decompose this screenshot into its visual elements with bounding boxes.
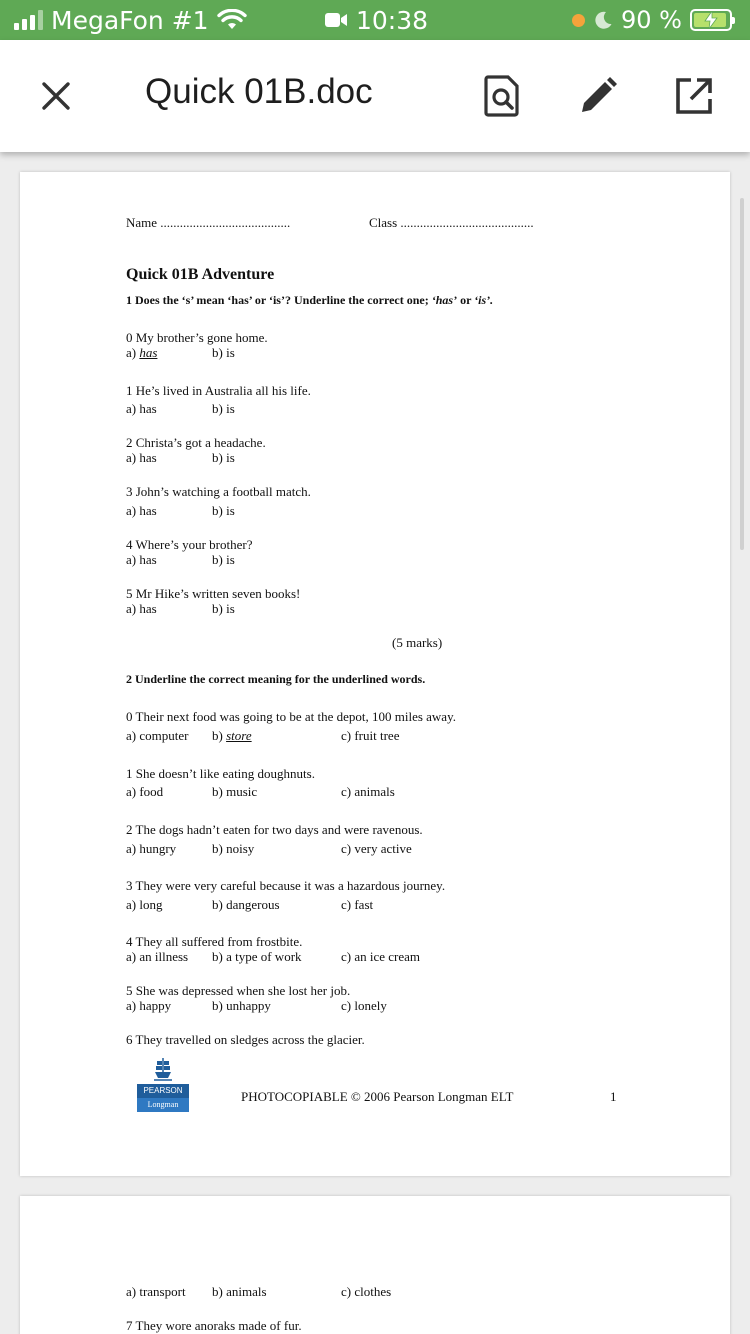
- open-external-icon: [674, 76, 714, 116]
- document-page-2[interactable]: [20, 1196, 730, 1334]
- s2-option-b: b) store: [212, 728, 252, 743]
- s2-question: 6 They travelled on sledges across the glacier.: [126, 1032, 365, 1047]
- status-left: [14, 6, 247, 34]
- s1-question: 1 He’s lived in Australia all his life.: [126, 383, 311, 398]
- status-right: [572, 6, 732, 34]
- recording-dot-icon: [572, 14, 585, 27]
- s2-question: 5 She was depressed when she lost her job.: [126, 983, 351, 998]
- document-search-icon: [484, 75, 520, 117]
- signal-icon: [14, 10, 43, 30]
- status-bar: [0, 0, 750, 40]
- s2-option-a: a) food: [126, 784, 164, 799]
- s1-option-b: b) is: [212, 401, 235, 416]
- page-number: 1: [610, 1089, 617, 1104]
- search-in-document-button[interactable]: [480, 74, 524, 118]
- wifi-icon: [217, 9, 247, 31]
- s1-question: 0 My brother’s gone home.: [126, 330, 268, 345]
- s2-option-b: b) unhappy: [212, 998, 271, 1013]
- document-title: Quick 01B.doc: [145, 72, 373, 111]
- s1-question: 2 Christa’s got a headache.: [126, 435, 266, 450]
- s2-option-a: a) an illness: [126, 949, 189, 964]
- s2-option-a: a) happy: [126, 998, 172, 1013]
- s2-option-b: b) a type of work: [212, 949, 302, 964]
- s1-option-a: a) has: [126, 401, 157, 416]
- s2-option-b: b) music: [212, 784, 258, 799]
- s1-question: 4 Where’s your brother?: [126, 537, 253, 552]
- s2-option-a: a) computer: [126, 728, 189, 743]
- s2-question: 7 They wore anoraks made of fur.: [126, 1318, 302, 1333]
- section1-instruction: 1 Does the ‘s’ mean ‘has’ or ‘is’? Underline the correct one; ‘has’ or ‘is’.: [126, 293, 494, 307]
- scrollbar[interactable]: [740, 198, 744, 550]
- document-page-1[interactable]: [20, 172, 730, 1176]
- s2-option-c: c) clothes: [341, 1284, 392, 1299]
- s1-option-a: a) has: [126, 552, 157, 567]
- s2-question: 4 They all suffered from frostbite.: [126, 934, 303, 949]
- section1-marks: (5 marks): [392, 635, 443, 650]
- status-center: [324, 6, 428, 34]
- pencil-icon: [578, 76, 618, 116]
- edit-button[interactable]: [576, 74, 620, 118]
- battery-percent: 90 %: [621, 6, 682, 34]
- s1-question: 5 Mr Hike’s written seven books!: [126, 586, 301, 601]
- s2-option-b: b) noisy: [212, 841, 255, 856]
- app-bar: [0, 40, 750, 152]
- pearson-longman-logo: [137, 1056, 189, 1114]
- s2-option-b: b) animals: [212, 1284, 267, 1299]
- clock: 10:38: [356, 5, 429, 35]
- s1-option-b: b) is: [212, 552, 235, 567]
- s2-option-c: c) fast: [341, 897, 374, 912]
- moon-icon: [593, 10, 613, 30]
- s1-option-a: a) has: [126, 345, 158, 360]
- s1-option-a: a) has: [126, 601, 157, 616]
- s1-option-a: a) has: [126, 503, 157, 518]
- s2-question: 3 They were very careful because it was a hazardous journey.: [126, 878, 446, 893]
- close-icon: [41, 81, 71, 111]
- s2-option-c: c) an ice cream: [341, 949, 421, 964]
- logo-brand-text: PEARSON: [137, 1084, 189, 1098]
- section2-instruction: 2 Underline the correct meaning for the underlined words.: [126, 672, 426, 686]
- open-external-button[interactable]: [672, 74, 716, 118]
- battery-icon: [690, 9, 732, 31]
- s2-option-c: c) fruit tree: [341, 728, 400, 743]
- name-field-label: Name ........................................: [126, 215, 291, 230]
- copyright-notice: PHOTOCOPIABLE © 2006 Pearson Longman ELT: [241, 1089, 514, 1104]
- s1-option-b: b) is: [212, 503, 235, 518]
- s1-question: 3 John’s watching a football match.: [126, 484, 311, 499]
- s2-option-c: c) animals: [341, 784, 395, 799]
- s2-option-a: a) hungry: [126, 841, 177, 856]
- s1-option-a: a) has: [126, 450, 157, 465]
- s2-option-c: c) very active: [341, 841, 412, 856]
- ship-logo-icon: [137, 1056, 189, 1084]
- s1-option-b: b) is: [212, 345, 235, 360]
- s2-option-a: a) transport: [126, 1284, 186, 1299]
- s1-option-b: b) is: [212, 450, 235, 465]
- video-camera-icon: [324, 12, 348, 28]
- carrier-name: MegaFon #1: [51, 5, 209, 35]
- s2-question: 0 Their next food was going to be at the depot, 100 miles away.: [126, 709, 456, 724]
- s2-option-a: a) long: [126, 897, 163, 912]
- s2-option-c: c) lonely: [341, 998, 387, 1013]
- s2-question: 2 The dogs hadn’t eaten for two days and were ravenous.: [126, 822, 423, 837]
- class-field-label: Class .........................................: [369, 215, 534, 230]
- logo-sub-text: Longman: [137, 1098, 189, 1112]
- page-heading: Quick 01B Adventure: [126, 266, 275, 283]
- s2-question: 1 She doesn’t like eating doughnuts.: [126, 766, 315, 781]
- s2-option-b: b) dangerous: [212, 897, 280, 912]
- charging-bolt-icon: [704, 11, 718, 29]
- close-button[interactable]: [34, 74, 78, 118]
- s1-option-b: b) is: [212, 601, 235, 616]
